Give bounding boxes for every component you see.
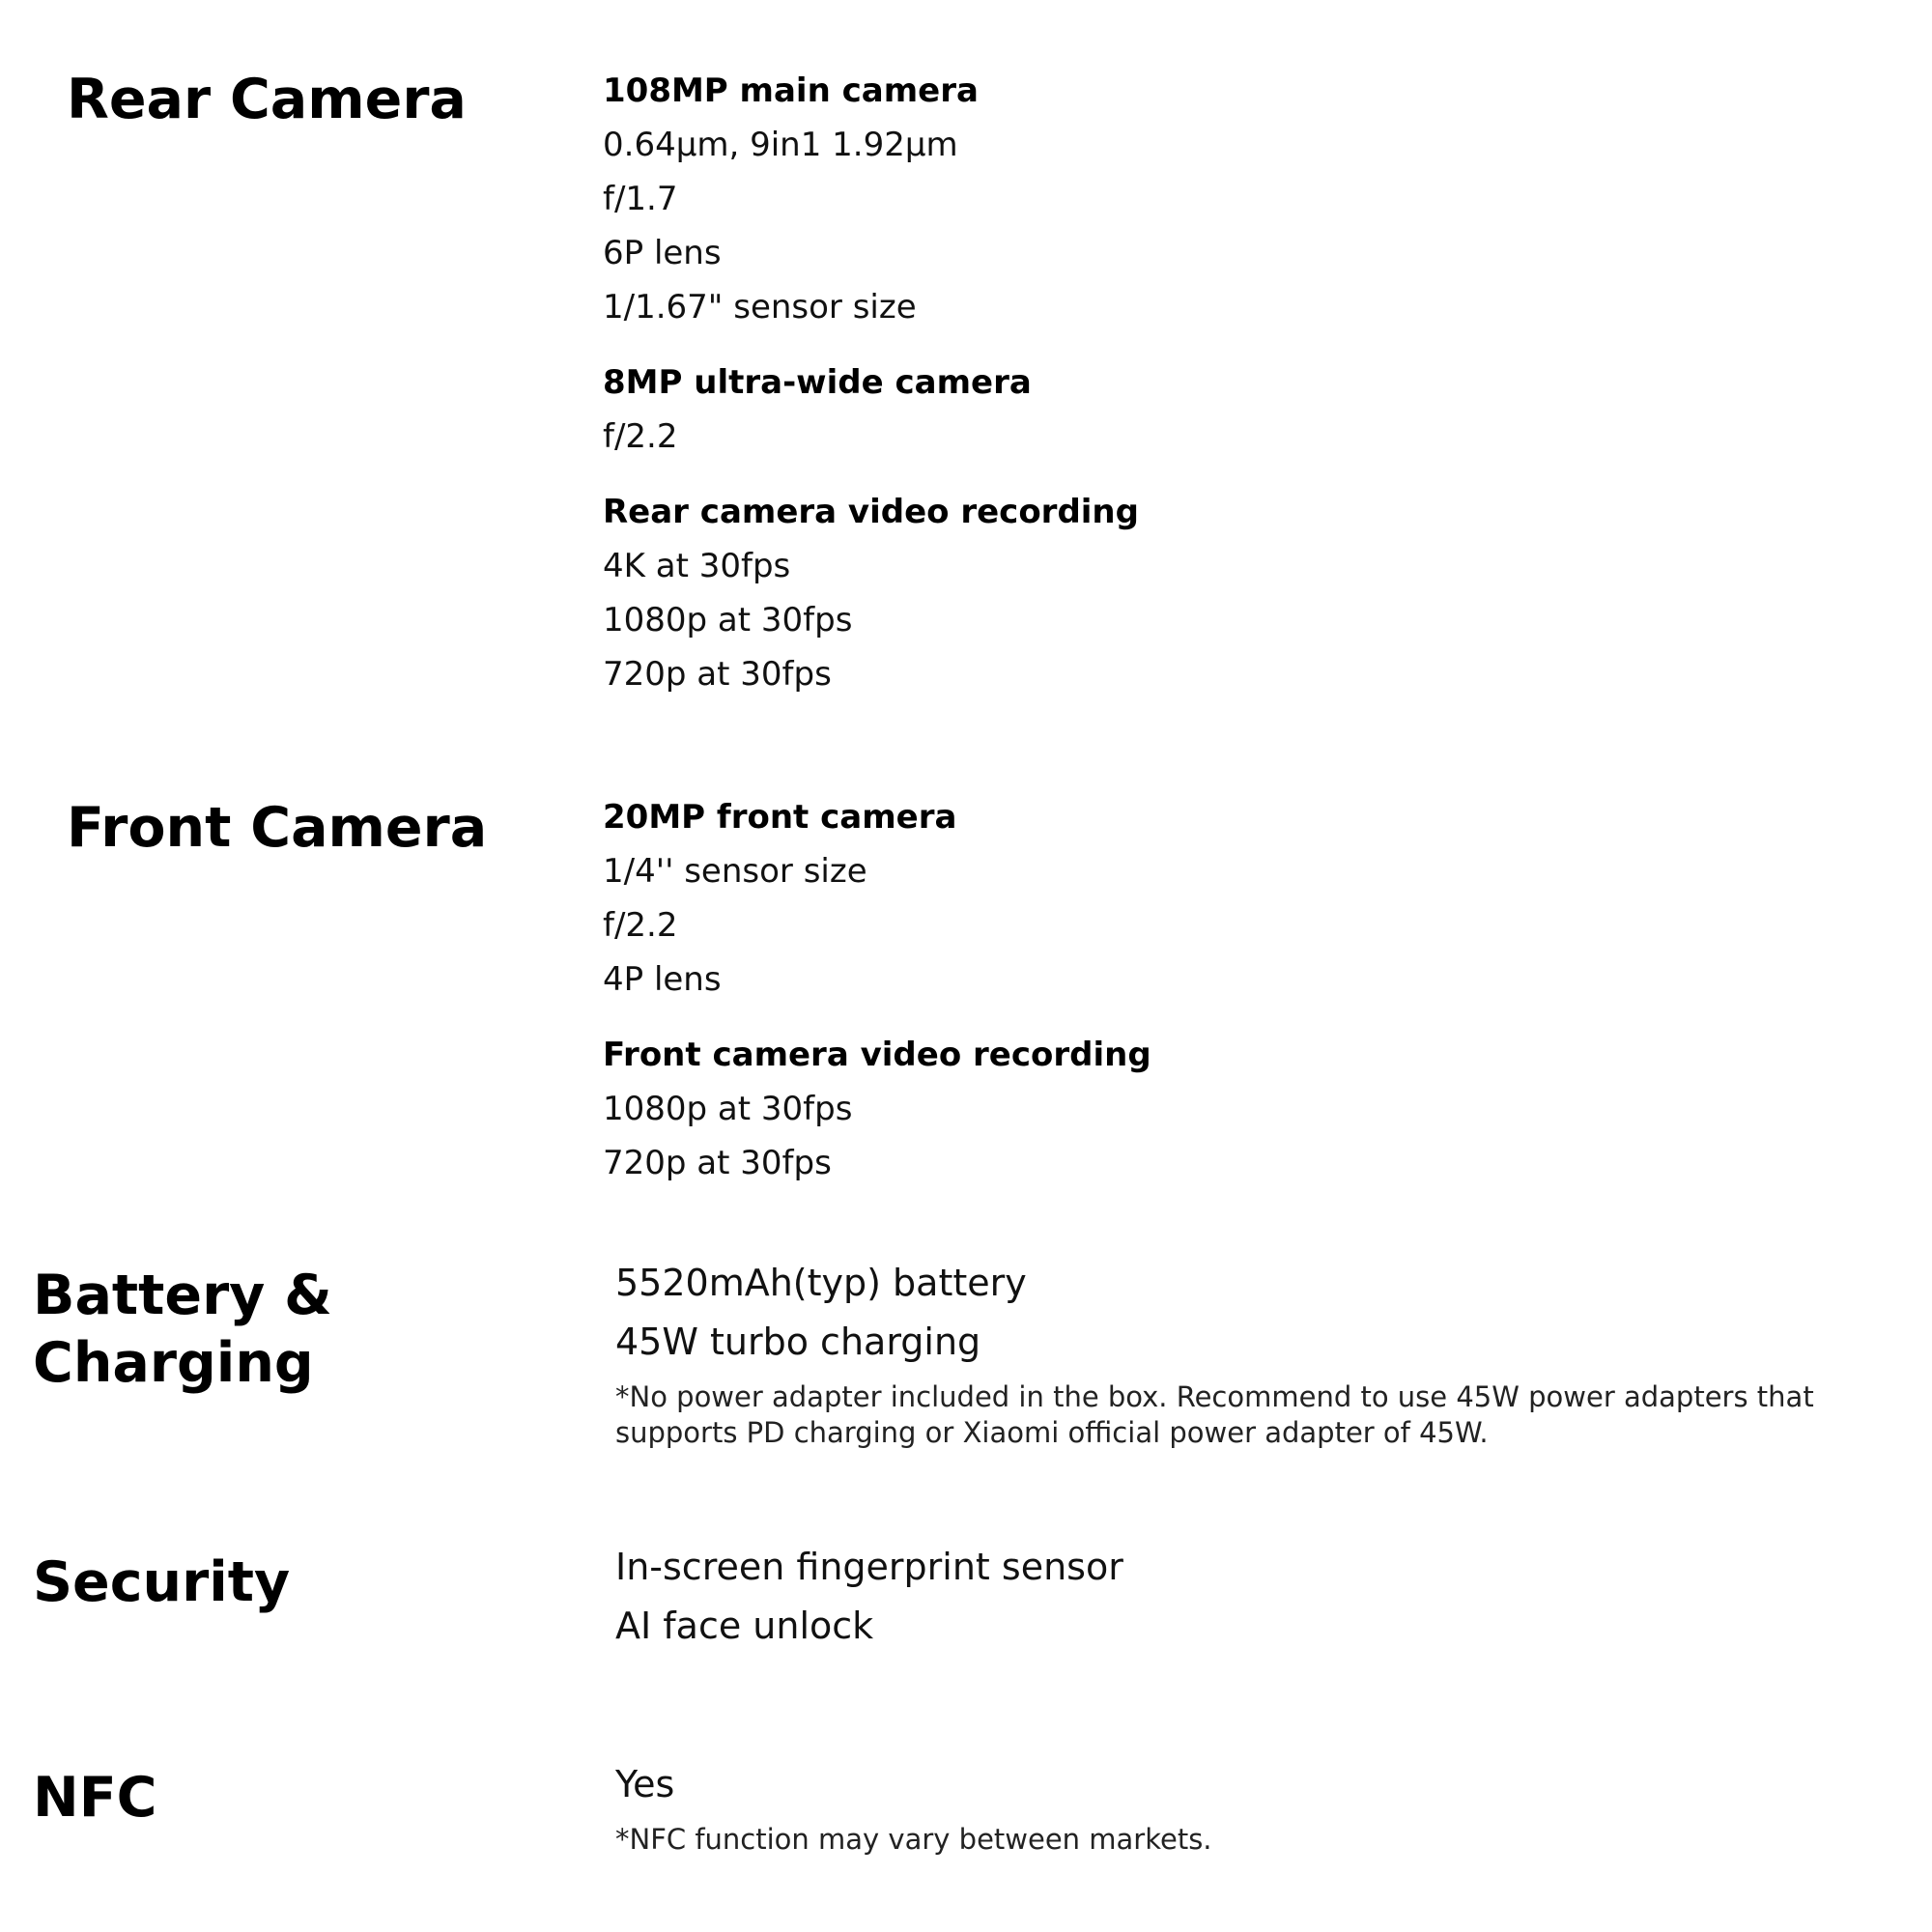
spec-item: f/1.7: [603, 180, 678, 218]
spec-group-main-camera: [603, 64, 1139, 334]
rear-camera-specs: [603, 64, 1139, 723]
nfc-specs: [615, 1755, 1919, 1858]
front-camera-title: Front Camera: [67, 796, 488, 860]
spec-group-heading: 108MP main camera: [603, 71, 979, 110]
spec-item: 6P lens: [603, 234, 722, 272]
spec-group-heading: Front camera video recording: [603, 1036, 1151, 1074]
spec-group-heading: 20MP front camera: [603, 798, 957, 837]
spec-item: f/2.2: [603, 417, 678, 456]
spec-item: In-screen fingerprint sensor: [615, 1546, 1123, 1588]
spec-item: 1080p at 30fps: [603, 601, 853, 639]
spec-item: f/2.2: [603, 906, 678, 945]
spec-item: AI face unlock: [615, 1605, 874, 1647]
spec-item: 720p at 30fps: [603, 1144, 832, 1182]
battery-title-line1: Battery &: [33, 1264, 332, 1327]
spec-item: 1/1.67" sensor size: [603, 288, 917, 327]
spec-item: 0.64μm, 9in1 1.92μm: [603, 126, 958, 164]
nfc-title: NFC: [33, 1766, 157, 1830]
front-camera-specs: [603, 790, 1151, 1211]
spec-group-front-video: [603, 1028, 1151, 1190]
spec-item: 720p at 30fps: [603, 655, 832, 694]
spec-group-heading: Rear camera video recording: [603, 493, 1139, 531]
security-title: Security: [33, 1550, 291, 1614]
spec-item: Yes: [615, 1763, 675, 1805]
spec-item: 4P lens: [603, 960, 722, 999]
spec-group-heading: 8MP ultra-wide camera: [603, 363, 1032, 402]
spec-item: 5520mAh(typ) battery: [615, 1262, 1027, 1304]
battery-title-line2: Charging: [33, 1331, 314, 1395]
nfc-footnote: *NFC function may vary between markets.: [615, 1823, 1212, 1856]
battery-specs: [615, 1254, 1919, 1451]
security-specs: [615, 1538, 1123, 1656]
spec-group-rear-video: [603, 485, 1139, 701]
battery-charging-title: [33, 1262, 332, 1397]
spec-group-front-camera: [603, 790, 1151, 1007]
spec-item: 45W turbo charging: [615, 1321, 981, 1363]
spec-item: 4K at 30fps: [603, 547, 791, 585]
spec-item: 1/4'' sensor size: [603, 852, 867, 891]
spec-group-ultrawide-camera: [603, 355, 1139, 464]
rear-camera-title: Rear Camera: [67, 68, 467, 131]
battery-footnote: *No power adapter included in the box. Recommend to use 45W power adapters that supports PD charging or Xiaomi official power adapter of 45W.: [615, 1380, 1814, 1449]
spec-item: 1080p at 30fps: [603, 1090, 853, 1128]
